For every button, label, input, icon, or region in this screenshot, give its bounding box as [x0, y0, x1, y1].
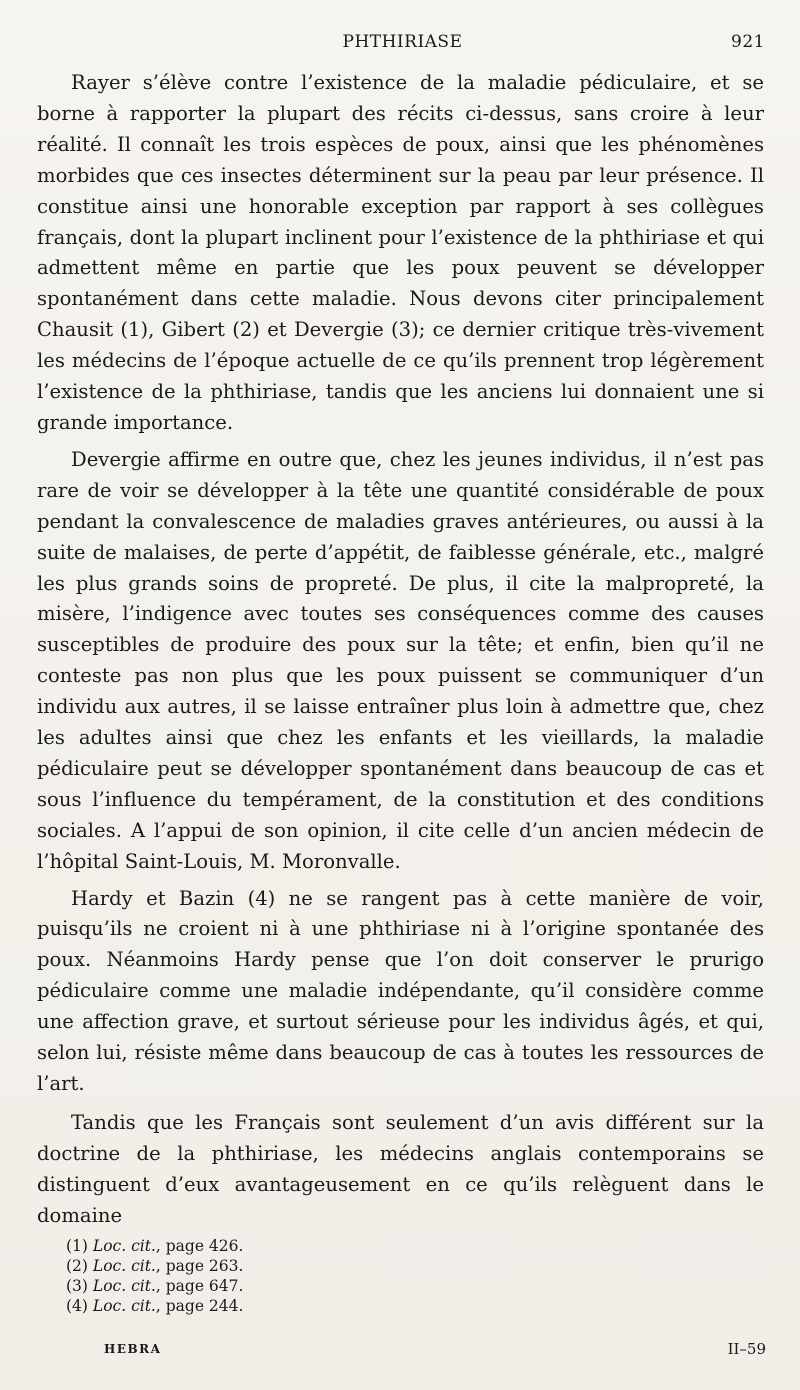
- footnote-number: (1): [66, 1237, 88, 1255]
- footnote-page: , page 263.: [155, 1257, 244, 1275]
- footnote: [66, 1236, 466, 1256]
- main-text: [37, 68, 764, 1232]
- paragraph: Tandis que les Français sont seulement d’un avis différent sur la doctrine de la phthiriase, les médecins anglais contemporains se distinguent d’eux avantageusement en ce qu’ils relèguent dans le domaine: [37, 1110, 764, 1227]
- footnote-reference: Loc. cit.: [92, 1257, 156, 1275]
- footnote-number: (4): [66, 1297, 88, 1315]
- paragraph: Hardy et Bazin (4) ne se rangent pas à cette manière de voir, puisqu’ils ne croient ni à une phthiriase ni à l’origine spontanée des poux. Néanmoins Hardy pense que l’on doit conserver le prurigo pédiculaire comme une maladie indépendante, qu’il considère comme une affection grave, et surtout sérieuse pour les individus âgés, et qui, selon lui, résiste même dans beaucoup de cas à toutes les ressources de l’art.: [37, 886, 764, 1095]
- footnotes: [66, 1236, 466, 1316]
- paragraph: Devergie affirme en outre que, chez les jeunes individus, il n’est pas rare de voir se développer à la tête une quantité considérable de poux pendant la convalescence de maladies graves antérieures, ou aussi à la suite de malaises, de perte d’appétit, de faiblesse générale, etc., malgré les plus grands soins de propreté. De plus, il cite la malpropreté, la misère, l’indigence avec toutes ses conséquences comme des causes susceptibles de produire des poux sur la tête; et enfin, bien qu’il ne conteste pas non plus que les poux puissent se communiquer d’un individu aux autres, il se laisse entraîner plus loin à admettre que, chez les adultes ainsi que chez les enfants et les vieillards, la maladie pédiculaire peut se développer spontanément dans beaucoup de cas et sous l’influence du tempérament, de la constitution et des conditions sociales. A l’appui de son opinion, il cite celle d’un ancien médecin de l’hôpital Saint-Louis, M. Moronvalle.: [37, 447, 764, 873]
- footnote-reference: Loc. cit.: [92, 1277, 156, 1295]
- paragraph: Rayer s’élève contre l’existence de la maladie pédiculaire, et se borne à rapporter la plupart des récits ci-dessus, sans croire à leur réalité. Il connaît les trois espèces de poux, ainsi que les phénomènes morbides que ces insectes déterminent sur la peau par leur présence. Il constitue ainsi une honorable exception par rapport à ses collègues français, dont la plupart inclinent pour l’existence de la phthiriase et qui admettent même en partie que les poux peuvent se développer spontanément dans cette maladie. Nous devons citer principalement Chausit (1), Gibert (2) et Devergie (3); ce dernier critique très-vivement les médecins de l’époque actuelle de ce qu’ils prennent trop légèrement l’existence de la phthiriase, tandis que les anciens lui donnaient une si grande importance.: [37, 71, 764, 434]
- footnote: [66, 1276, 466, 1296]
- footnote-page: , page 426.: [155, 1237, 244, 1255]
- footnote-reference: Loc. cit.: [92, 1297, 156, 1315]
- signature-mark: II–59: [727, 1340, 766, 1358]
- footnote-number: (3): [66, 1277, 88, 1295]
- footnote-reference: Loc. cit.: [92, 1237, 156, 1255]
- footnote: [66, 1296, 466, 1316]
- page-footer: [66, 1338, 766, 1362]
- running-header: [40, 30, 765, 60]
- footnote: [66, 1256, 466, 1276]
- running-title: PHTHIRIASE: [342, 32, 463, 52]
- footnote-page: , page 244.: [155, 1297, 244, 1315]
- footnote-number: (2): [66, 1257, 88, 1275]
- page-number: 921: [731, 32, 765, 52]
- footnote-page: , page 647.: [155, 1277, 244, 1295]
- footer-author: HEBRA: [104, 1342, 162, 1356]
